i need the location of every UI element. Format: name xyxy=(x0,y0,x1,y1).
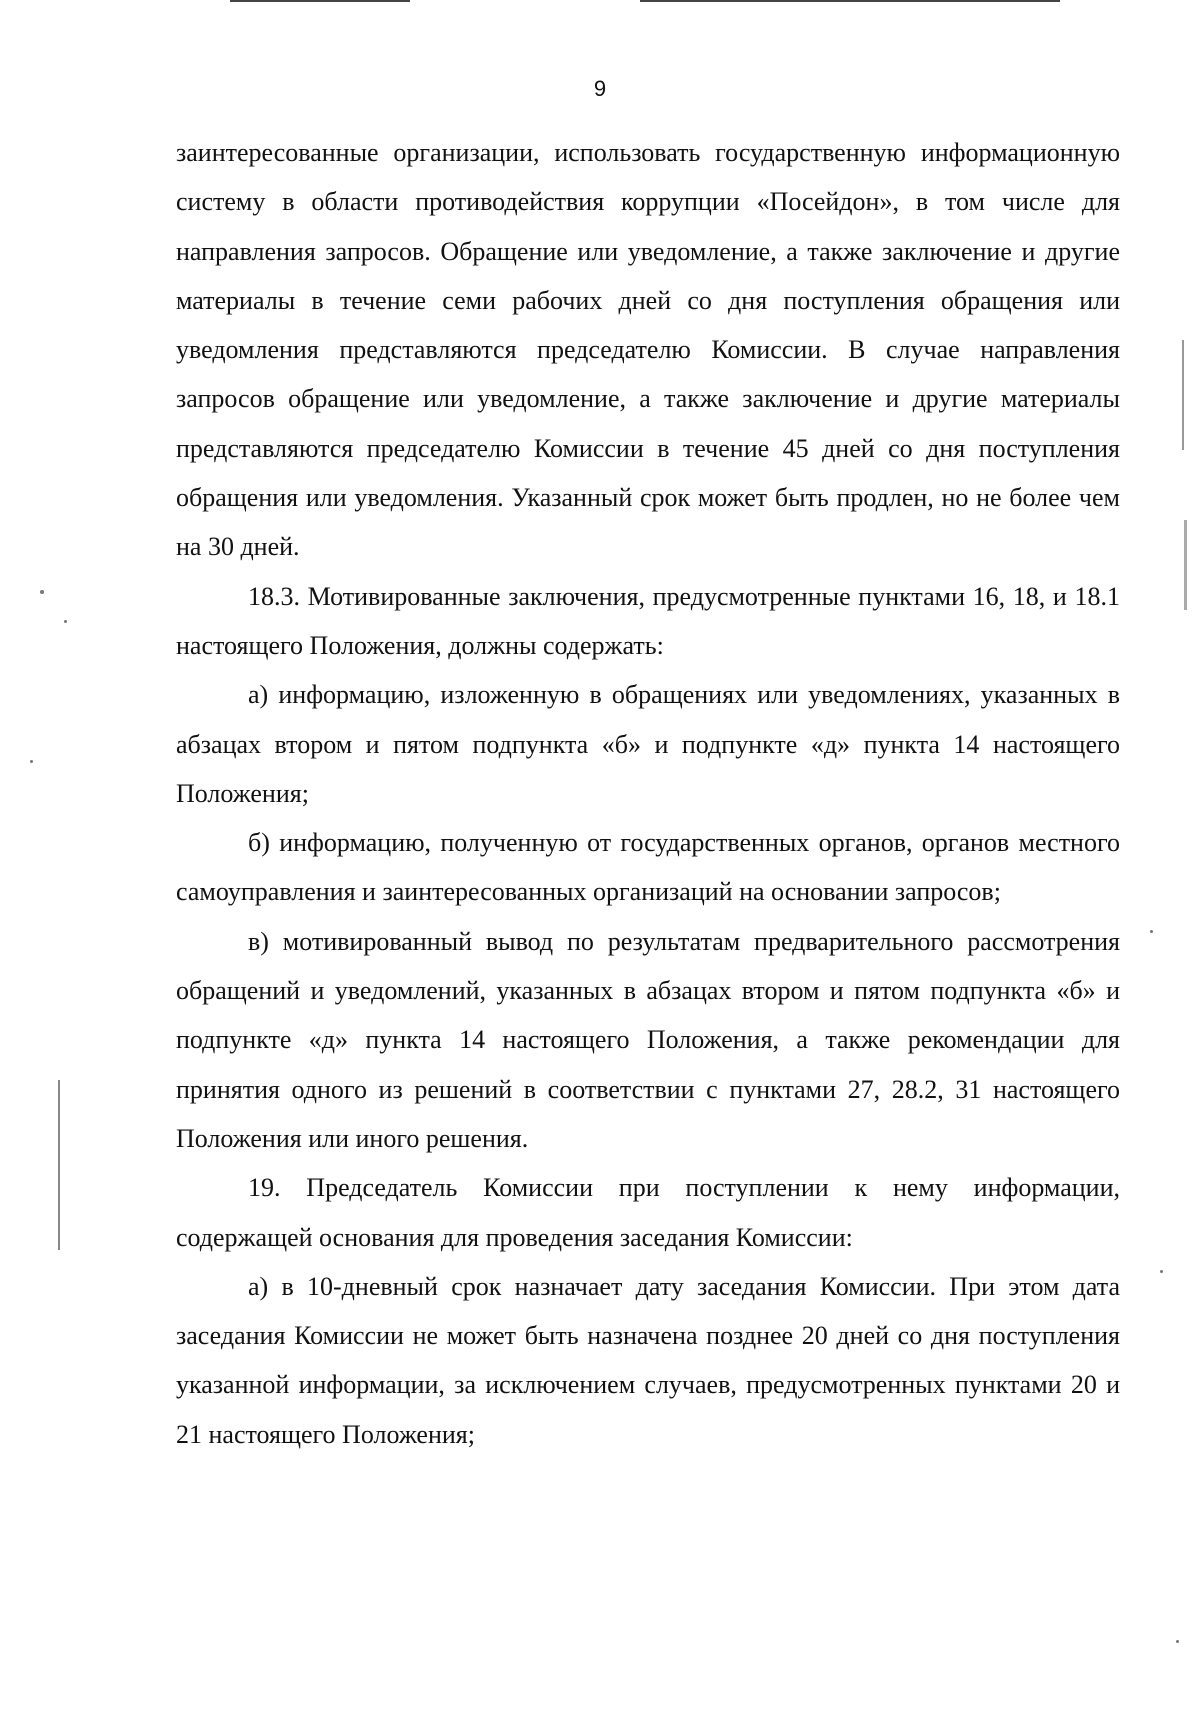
scan-right-margin-mark xyxy=(1182,340,1184,450)
paragraph-18-3-b: б) информацию, полученную от государственных органов, органов местного самоуправления и заинтересованных организаций на основании запросов; xyxy=(176,828,1120,907)
scan-speckle xyxy=(1160,1270,1163,1273)
scan-right-margin-mark-2 xyxy=(1184,520,1187,610)
scan-speckle xyxy=(1176,1640,1179,1643)
paragraph-19-a: а) в 10-дневный срок назначает дату заседания Комиссии. При этом дата заседания Комиссии не может быть назначена позднее 20 дней со дня поступления указанной информации, за исключением случаев, предусмотренных пунктами 20 и 21 настоящего Положения; xyxy=(176,1271,1120,1449)
scan-speckle xyxy=(1150,930,1153,933)
scan-left-margin-mark xyxy=(58,1080,60,1250)
paragraph-19: 19. Председатель Комиссии при поступлении к нему информации, содержащей основания для проведения заседания Комиссии: xyxy=(176,1173,1120,1252)
scan-speckle xyxy=(64,620,67,623)
scan-speckle xyxy=(30,760,33,763)
paragraph-18-3: 18.3. Мотивированные заключения, предусмотренные пунктами 16, 18, и 18.1 настоящего Положения, должны содержать: xyxy=(176,581,1120,660)
scan-speckle xyxy=(40,590,44,594)
paragraph-18-3-a: а) информацию, изложенную в обращениях или уведомлениях, указанных в абзацах втором и пятом подпункта «б» и подпункте «д» пункта 14 настоящего Положения; xyxy=(176,680,1120,808)
scan-top-edge-line-right xyxy=(640,0,1060,2)
paragraph-18-3-v: в) мотивированный вывод по результатам предварительного рассмотрения обращений и уведомлений, указанных в абзацах втором и пятом подпункта «б» и подпункте «д» пункта 14 настоящего Положения, а также рекомендации для принятия одного из решений в соответствии с пунктами 27, 28.2, 31 настоящего Положения или иного решения. xyxy=(176,926,1120,1153)
scan-top-edge-line xyxy=(230,0,410,2)
paragraph-continuation: заинтересованные организации, использовать государственную информационную систему в области противодействия коррупции «Посейдон», в том числе для направления запросов. Обращение или уведомление, а также заключение и другие материалы в течение семи рабочих дней со дня поступления обращения или уведомления представляются председателю Комиссии. В случае направления запросов обращение или уведомление, а также заключение и другие материалы представляются председателю Комиссии в течение 45 дней со дня поступления обращения или уведомления. Указанный срок может быть продлен, но не более чем на 30 дней. xyxy=(176,138,1120,562)
document-body xyxy=(176,128,1120,1459)
page-number: 9 xyxy=(593,76,607,101)
